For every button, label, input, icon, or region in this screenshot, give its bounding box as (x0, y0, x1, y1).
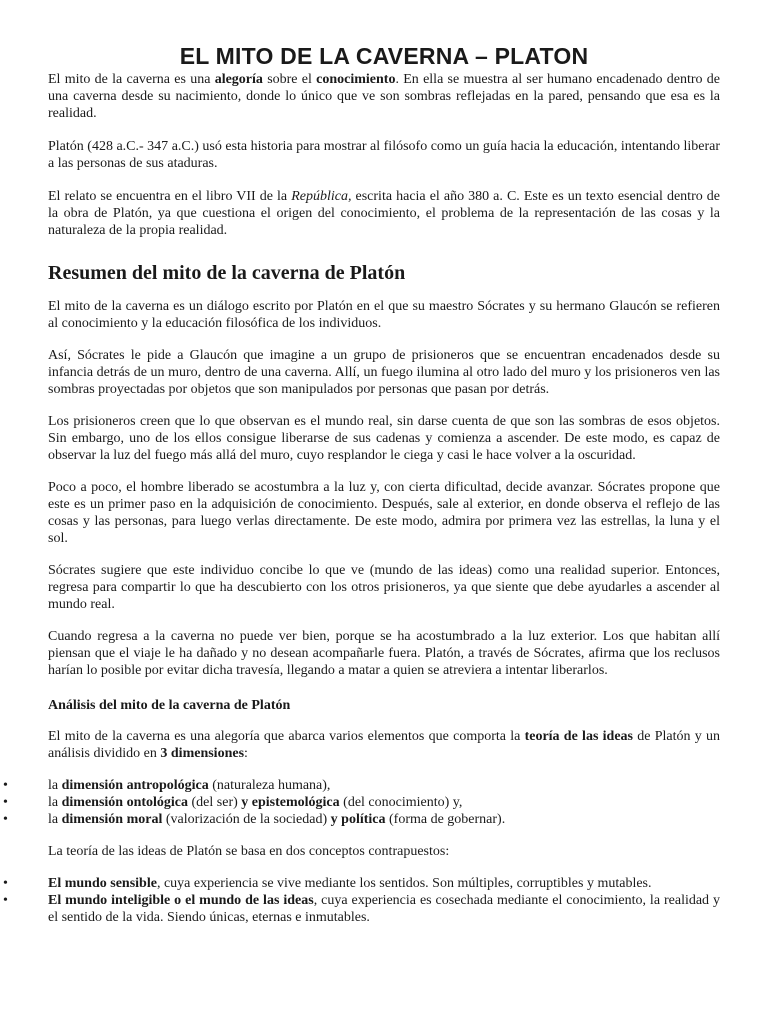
bullet-icon: • (3, 795, 8, 810)
document-title: EL MITO DE LA CAVERNA – PLATON (179, 43, 589, 69)
list-item (3, 794, 720, 811)
section-heading-resumen: Resumen del mito de la caverna de Platón (48, 262, 406, 284)
text: la (48, 795, 62, 810)
text: (del conocimiento) y, (339, 795, 463, 810)
text: El relato se encuentra en el libro VII de la (48, 189, 292, 204)
bold-term: y epistemológica (241, 795, 340, 810)
italic-title-republica: República, (291, 189, 352, 204)
bold-term: El mundo inteligible o el mundo de las ideas (48, 893, 314, 908)
bullet-icon: • (3, 812, 8, 827)
list-item (3, 811, 720, 828)
bullet-icon: • (3, 778, 8, 793)
analisis-paragraph-1 (48, 728, 720, 762)
resumen-paragraph: Cuando regresa a la caverna no puede ver bien, porque se ha acostumbrado a la luz exterior. Los que habitan allí piensan que el viaje le ha dañado y no desean acompañarle fuera. Platón, a través de Sócrates, afirma que los reclusos harían lo posible por evitar dicha travesía, llegando a matar a quien se atreviera a intentar liberarlos. (48, 629, 720, 678)
text: . En ella se muestra al ser humano encadenado dentro de una caverna desde su nacimiento, donde lo único que ve son sombras reflejadas en la pared, pensando que esa es la realidad. (48, 72, 720, 121)
bullet-icon: • (3, 876, 8, 891)
text: , cuya experiencia es cosechada mediante el conocimiento, la realidad y el sentido de la vida. Siendo únicas, eternas e inmutables. (48, 893, 720, 925)
text: , cuya experiencia se vive mediante los sentidos. Son múltiples, corruptibles y mutables. (156, 876, 652, 891)
text: (del ser) (188, 795, 242, 810)
list-item (3, 892, 720, 926)
resumen-paragraph: Así, Sócrates le pide a Glaucón que imagine a un grupo de prisioneros que se encuentran encadenados desde su infancia detrás de un muro, dentro de una caverna. Allí, un fuego ilumina al otro lado del muro y los prisioneros ven las sombras proyectadas por objetos que son manipulados por personas que pasan por detrás. (48, 348, 720, 397)
text: (forma de gobernar). (385, 812, 506, 827)
bold-term: y política (330, 812, 386, 827)
intro-paragraph-1 (48, 71, 720, 122)
resumen-paragraph: Los prisioneros creen que lo que observan es el mundo real, sin darse cuenta de que son las sombras de esos objetos. Sin embargo, uno de los ellos consigue liberarse de sus cadenas y comienza a ascender. De este modo, es capaz de observar la luz del fuego más allá del muro, cuyo resplandor le ciega y casi le hace volver a la oscuridad. (48, 414, 720, 463)
text: de Platón y un análisis dividido en (48, 729, 721, 761)
text: (naturaleza humana), (208, 778, 331, 793)
bullet-icon: • (3, 893, 8, 908)
analisis-paragraph-2: La teoría de las ideas de Platón se basa en dos conceptos contrapuestos: (48, 844, 450, 859)
text: El mito de la caverna es una alegoría que abarca varios elementos que comporta la (48, 729, 525, 744)
resumen-paragraph: Sócrates sugiere que este individuo concibe lo que ve (mundo de las ideas) como una realidad superior. Entonces, regresa para compartir lo que ha descubierto con los otros prisioneros, ya que siente que debe ayudarles a ascender al mundo real. (48, 563, 720, 612)
bold-term: dimensión moral (61, 812, 163, 827)
bold-term: dimensión antropológica (61, 778, 209, 793)
section-heading-analisis: Análisis del mito de la caverna de Platón (48, 698, 291, 713)
bold-term-teoria: teoría de las ideas (524, 729, 633, 744)
list-item (3, 875, 720, 892)
list-item (3, 777, 720, 794)
resumen-paragraph: Poco a poco, el hombre liberado se acostumbra a la luz y, con cierta dificultad, decide avanzar. Sócrates propone que este es un primer paso en la adquisición de conocimiento. Después, sale al exterior, en donde observa el reflejo de las cosas y las personas, para luego verlas directamente. De este modo, admira por primera vez las estrellas, la luna y el sol. (48, 480, 720, 546)
text: sobre el (262, 72, 317, 87)
worlds-list (3, 875, 720, 926)
intro-paragraph-2: Platón (428 a.C.- 347 a.C.) usó esta historia para mostrar al filósofo como un guía hacia la educación, intentando liberar a las personas de sus ataduras. (48, 139, 720, 171)
text: : (244, 746, 248, 761)
text: (valorización de la sociedad) (162, 812, 331, 827)
resumen-paragraph: El mito de la caverna es un diálogo escrito por Platón en el que su maestro Sócrates y su hermano Glaucón se refieren al conocimiento y la educación filosófica de los individuos. (48, 299, 720, 331)
bold-term: dimensión ontológica (61, 795, 189, 810)
bold-term-alegoria: alegoría (214, 72, 263, 87)
bold-term-conocimiento: conocimiento (316, 72, 396, 87)
text: El mito de la caverna es una (48, 72, 215, 87)
intro-paragraph-3 (48, 188, 720, 239)
text: la (48, 778, 62, 793)
text: la (48, 812, 62, 827)
dimensions-list (3, 777, 720, 828)
bold-term: El mundo sensible (48, 876, 157, 891)
bold-term-dimensiones: 3 dimensiones (160, 746, 245, 761)
text: escrita hacia el año 380 a. C. Este es un texto esencial dentro de la obra de Platón, ya que cuestiona el origen del conocimiento, el problema de la representación de las cosas y la naturaleza de la propia realidad. (48, 189, 720, 238)
